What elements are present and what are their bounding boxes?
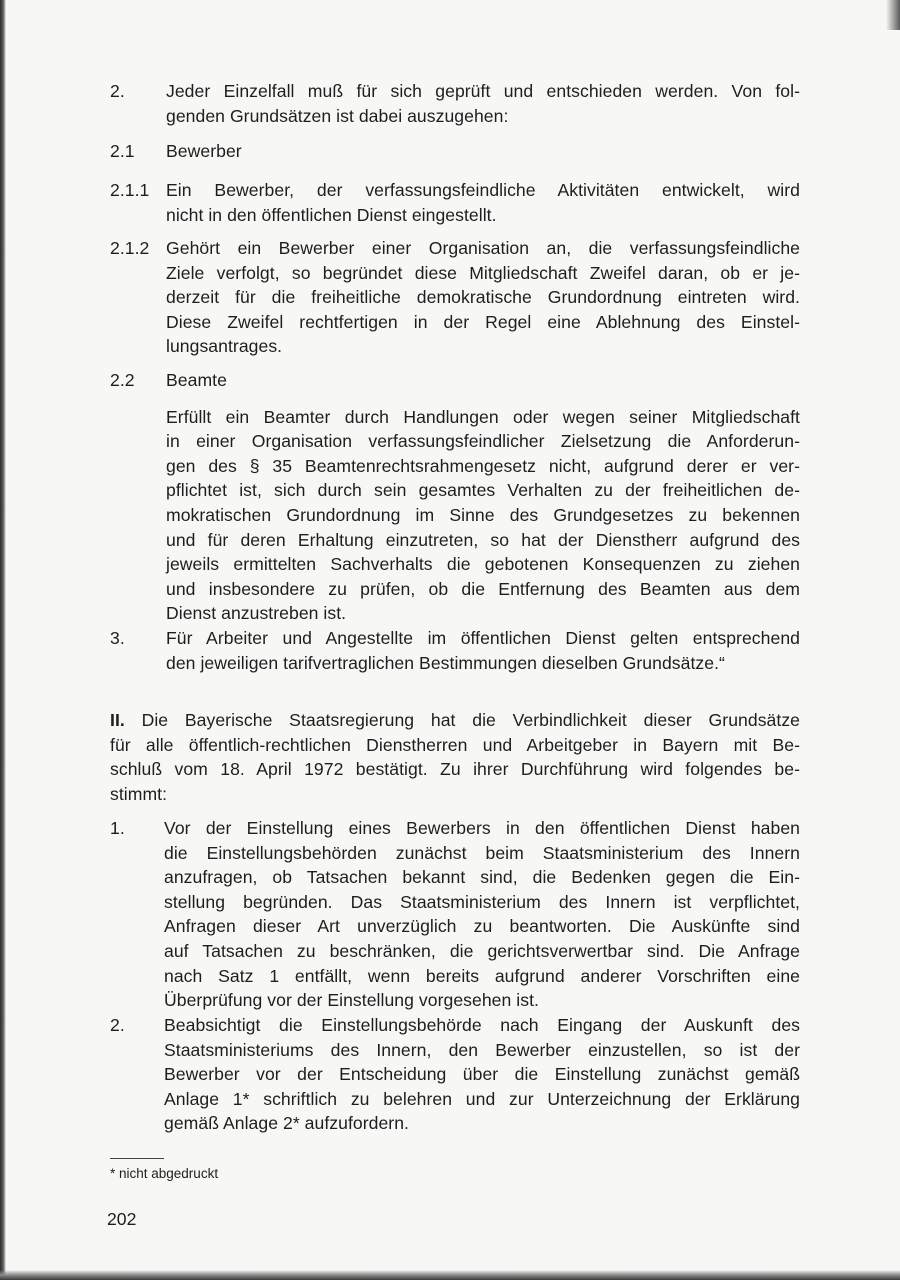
section-3: [110, 626, 800, 675]
section-number: 2.: [110, 81, 125, 101]
page-number: 202: [107, 1209, 137, 1229]
text-line: Für Arbeiter und Angestellte im öffentlichen Dienst gelten entsprechend: [166, 628, 800, 648]
text-line: mokratischen Grundordnung im Sinne des Grundgesetzes zu bekennen: [166, 504, 800, 525]
text-line: Gehört ein Bewerber einer Organisation an, die verfassungsfeindliche: [166, 238, 800, 258]
page-edge-shadow-topright: [886, 0, 900, 30]
text-line: pflichtet ist, sich durch sein gesamtes Verhalten zu der freiheitlichen de-: [166, 480, 800, 501]
paragraph-2: [110, 1013, 800, 1136]
text-line: Diese Zweifel rechtfertigen in der Regel eine Ablehnung des Einstel-: [166, 311, 800, 332]
text-line: gen des § 35 Beamtenrechtsrahmengesetz nicht, aufgrund derer er ver-: [166, 455, 800, 476]
roman-numeral: II.: [110, 710, 125, 730]
section-2-1-2: [110, 236, 800, 359]
text-line: Beabsichtigt die Einstellungsbehörde nach Eingang der Auskunft des: [164, 1015, 800, 1035]
text-line: jeweils ermittelten Sachverhalts die gebotenen Konsequenzen zu ziehen: [166, 554, 800, 575]
section-number: 2.1.2: [110, 238, 150, 258]
page-edge-shadow-left: [0, 0, 6, 1280]
text-line: stimmt:: [110, 783, 168, 804]
section-number: 2.1.1: [110, 180, 150, 200]
text-line: stellung begründen. Das Staatsministerium des Innern ist verpflichtet,: [164, 891, 800, 912]
page-edge-shadow-bottom: [0, 1270, 900, 1280]
section-heading: Bewerber: [166, 141, 242, 161]
text-line: Bewerber vor der Entscheidung über die Einstellung zunächst gemäß: [164, 1064, 800, 1085]
section-2-1: [110, 139, 800, 164]
text-line: nicht in den öffentlichen Dienst eingestellt.: [166, 204, 497, 225]
text-line: Dienst anzustreben ist.: [166, 603, 347, 624]
section-number: 3.: [110, 628, 125, 648]
text-line: schluß vom 18. April 1972 bestätigt. Zu ihrer Durchführung wird folgendes be-: [110, 759, 800, 780]
text-line: auf Tatsachen zu beschränken, die gerichtsverwertbar sind. Die Anfrage: [164, 940, 800, 961]
text-line: lungsantrages.: [166, 336, 283, 357]
text-line: den jeweiligen tarifvertraglichen Bestimmungen dieselben Grundsätze.“: [166, 652, 725, 673]
section-heading: Beamte: [166, 370, 227, 390]
part-ii: [110, 708, 800, 806]
text-line: Überprüfung vor der Einstellung vorgesehen ist.: [164, 990, 539, 1011]
paragraph-1: [110, 816, 800, 1013]
text-line: und insbesondere zu prüfen, ob die Entfernung des Beamten aus dem: [166, 578, 800, 599]
section-2-2: [110, 368, 800, 626]
text-line: derzeit für die freiheitliche demokratische Grundordnung eintreten wird.: [166, 287, 800, 308]
text-line: Anfragen dieser Art unverzüglich zu beantworten. Die Auskünfte sind: [164, 916, 800, 937]
text-line: gemäß Anlage 2* aufzufordern.: [164, 1113, 409, 1134]
text-line: in einer Organisation verfassungsfeindlicher Zielsetzung die Anforderun-: [166, 431, 800, 452]
paragraph-number: 2.: [110, 1015, 125, 1035]
section-number: 2.2: [110, 370, 135, 390]
text-line: Ein Bewerber, der verfassungsfeindliche Aktivitäten entwickelt, wird: [166, 180, 800, 200]
footnote: * nicht abgedruckt: [110, 1166, 219, 1181]
text-line: II. Die Bayerische Staatsregierung hat die Verbindlichkeit dieser Grundsätze: [110, 710, 800, 730]
text-line: Anlage 1* schriftlich zu belehren und zur Unterzeichnung der Erklärung: [164, 1088, 800, 1109]
text-line: die Einstellungsbehörden zunächst beim Staatsministerium des Innern: [164, 842, 800, 863]
text-line: anzufragen, ob Tatsachen bekannt sind, die Bedenken gegen die Ein-: [164, 867, 800, 888]
section-2: [110, 79, 800, 128]
footnote-divider: [110, 1158, 164, 1159]
text-line: für alle öffentlich-rechtlichen Dienstherren und Arbeitgeber in Bayern mit Be-: [110, 734, 800, 755]
text-line: Ziele verfolgt, so begründet diese Mitgliedschaft Zweifel daran, ob er je-: [166, 262, 800, 283]
text-line: und für deren Erhaltung einzutreten, so hat der Dienstherr aufgrund des: [166, 529, 800, 550]
text-line: Staatsministeriums des Innern, den Bewerber einzustellen, so ist der: [164, 1039, 800, 1060]
text-line: Jeder Einzelfall muß für sich geprüft und entschieden werden. Von fol-: [166, 81, 800, 101]
section-number: 2.1: [110, 141, 135, 161]
section-2-1-1: [110, 178, 800, 227]
text-line: nach Satz 1 entfällt, wenn bereits aufgrund anderer Vorschriften eine: [164, 965, 800, 986]
paragraph-number: 1.: [110, 818, 125, 838]
text-line: Erfüllt ein Beamter durch Handlungen oder wegen seiner Mitgliedschaft: [166, 406, 800, 427]
text-line: Vor der Einstellung eines Bewerbers in den öffentlichen Dienst haben: [164, 818, 800, 838]
text-line: genden Grundsätzen ist dabei auszugehen:: [166, 105, 509, 126]
